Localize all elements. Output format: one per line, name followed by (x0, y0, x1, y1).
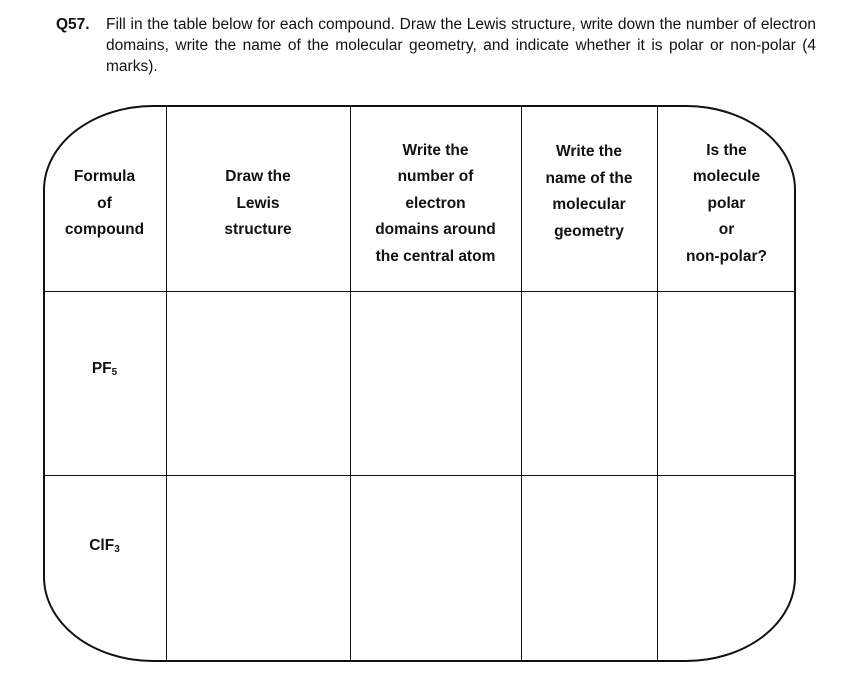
question-number: Q57. (56, 16, 90, 33)
pf5-lewis-cell[interactable] (166, 291, 350, 475)
formula-pf5: $PF_5$ (91, 359, 118, 378)
header-geometry-label: Write the name of the molecular geometry (545, 143, 633, 240)
row-formula-pf5 (43, 291, 166, 475)
header-formula-label: Formula of compound (64, 168, 145, 239)
clf3-geometry-cell[interactable] (521, 475, 657, 662)
header-polarity (657, 105, 796, 291)
pf5-polarity-cell[interactable] (657, 291, 796, 475)
header-polarity-label: Is the molecule polar or non-polar? (686, 141, 767, 265)
pf5-domains-cell[interactable] (350, 291, 521, 475)
header-formula (43, 105, 166, 291)
clf3-polarity-cell[interactable] (657, 475, 796, 662)
clf3-lewis-cell[interactable] (166, 475, 350, 662)
question-block (56, 14, 816, 77)
clf3-domains-cell[interactable] (350, 475, 521, 662)
header-geometry (521, 105, 657, 291)
header-electron-domains (350, 105, 521, 291)
header-electron-domains-label: Write the number of electron domains around the central atom (375, 141, 496, 265)
pf5-geometry-cell[interactable] (521, 291, 657, 475)
header-lewis (166, 105, 350, 291)
compound-table (43, 105, 796, 662)
header-lewis-label: Draw the Lewis structure (224, 168, 292, 239)
question-text: Fill in the table below for each compound. Draw the Lewis structure, write down the number of electron domains, write the name of the molecular geometry, and indicate whether it is polar or non-polar (4 marks). (106, 16, 816, 75)
formula-clf3: ClF$_3$ (89, 537, 120, 556)
row-formula-clf3 (43, 475, 166, 662)
